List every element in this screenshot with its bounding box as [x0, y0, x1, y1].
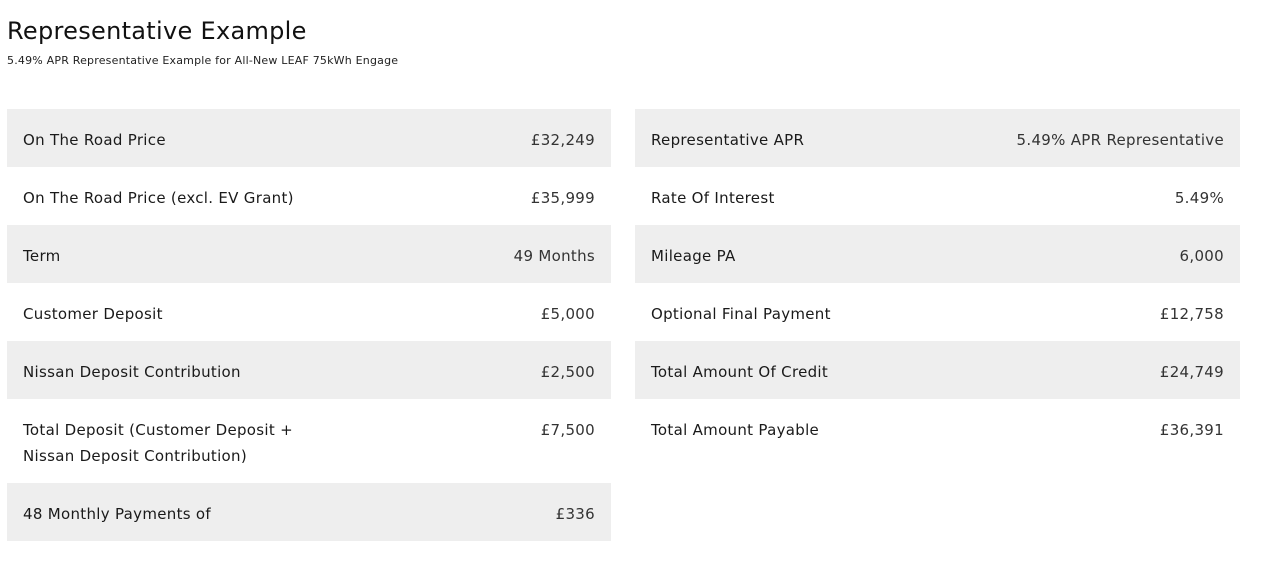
table-row-rate-of-interest [635, 167, 1240, 225]
row-value: 5.49% [1174, 189, 1224, 207]
row-value: 6,000 [1179, 247, 1224, 265]
row-label: Term [23, 247, 61, 265]
table-row-total-amount-payable [635, 399, 1240, 457]
row-label: Customer Deposit [23, 305, 163, 323]
row-label: Total Amount Payable [651, 421, 820, 439]
table-row-customer-deposit [7, 283, 611, 341]
row-label: Mileage PA [651, 247, 736, 265]
table-row-mileage-pa [635, 225, 1240, 283]
row-label: On The Road Price (excl. EV Grant) [23, 189, 294, 207]
table-row-on-the-road-price [7, 109, 611, 167]
row-value: £24,749 [1159, 363, 1224, 381]
row-label: Optional Final Payment [651, 305, 831, 323]
row-value: 5.49% APR Representative [1016, 131, 1224, 149]
table-row-optional-final-payment [635, 283, 1240, 341]
page-subtitle: 5.49% APR Representative Example for All-New LEAF 75kWh Engage [7, 54, 399, 67]
table-row-total-deposit [7, 399, 611, 483]
row-value: £32,249 [530, 131, 595, 149]
table-row-term [7, 225, 611, 283]
table-row-otr-excl-ev-grant [7, 167, 611, 225]
representative-example-header [7, 14, 398, 68]
finance-table-right [635, 109, 1240, 457]
row-label: Total Deposit (Customer Deposit + Nissan Deposit Contribution) [23, 421, 293, 465]
row-value: £36,391 [1159, 421, 1224, 439]
row-value: £5,000 [540, 305, 595, 323]
row-value: £12,758 [1159, 305, 1224, 323]
table-row-nissan-deposit-contribution [7, 341, 611, 399]
row-value: £7,500 [540, 421, 595, 439]
row-value: £336 [555, 505, 595, 523]
row-label: On The Road Price [23, 131, 166, 149]
finance-table-left [7, 109, 611, 541]
table-row-monthly-payments [7, 483, 611, 541]
row-value: £35,999 [530, 189, 595, 207]
row-value: £2,500 [540, 363, 595, 381]
row-label: Total Amount Of Credit [651, 363, 829, 381]
row-label: Nissan Deposit Contribution [23, 363, 241, 381]
table-row-total-amount-of-credit [635, 341, 1240, 399]
row-label: Representative APR [651, 131, 805, 149]
table-row-representative-apr [635, 109, 1240, 167]
row-label: 48 Monthly Payments of [23, 505, 211, 523]
row-label: Rate Of Interest [651, 189, 775, 207]
page-title: Representative Example [7, 17, 307, 45]
row-value: 49 Months [513, 247, 595, 265]
